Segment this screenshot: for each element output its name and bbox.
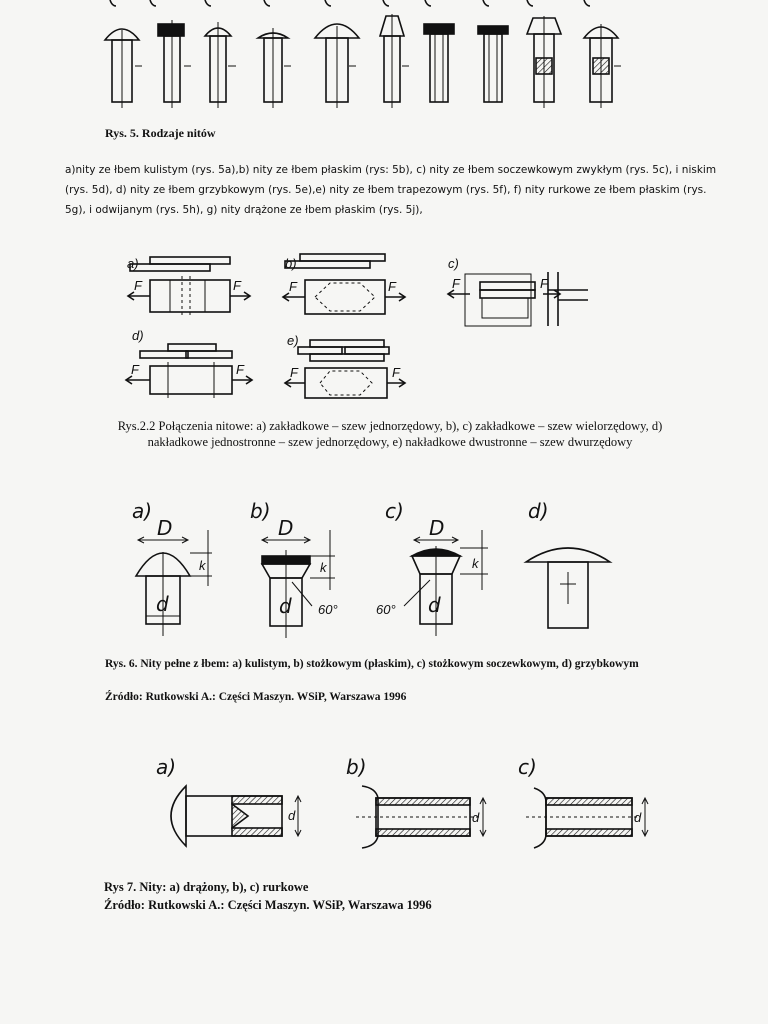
figure-6-solid-rivets <box>0 495 768 655</box>
fig22-label-c: c) <box>448 256 459 271</box>
svg-text:d: d <box>428 593 441 617</box>
svg-text:D: D <box>278 516 294 540</box>
figure-5-caption: Rys. 5. Rodzaje nitów <box>105 126 216 140</box>
fig22-label-b: b) <box>285 256 297 271</box>
svg-text:k: k <box>199 558 206 573</box>
figure-2-2-caption: Rys.2.2 Połączenia nitowe: a) zakładkowe – szew jednorzędowy, b), c) zakładkowe – szew wielorzędowy, d) nakładkowe jednostronne – szew jednorzędowy, e) nakładkowe dwustronne – szew dwurzędowy <box>117 419 663 449</box>
fig7-label-b: b) <box>346 755 367 779</box>
svg-text:D: D <box>157 516 173 540</box>
fig22-label-d: d) <box>132 328 144 343</box>
svg-text:d: d <box>472 810 480 825</box>
figure-7-caption: Rys 7. Nity: a) drążony, b), c) rurkowe <box>104 880 309 894</box>
fig7-label-c: c) <box>518 755 537 779</box>
figure-6-source: Źródło: Rutkowski A.: Części Maszyn. WSiP, Warszawa 1996 <box>105 691 407 703</box>
fig22-label-e: e) <box>287 333 299 348</box>
svg-text:d: d <box>288 808 296 823</box>
svg-text:k: k <box>320 560 327 575</box>
svg-text:F: F <box>392 365 400 380</box>
svg-text:d: d <box>156 592 169 616</box>
fig7-label-a: a) <box>156 755 177 779</box>
svg-text:F: F <box>388 279 396 294</box>
fig6-label-d: d) <box>528 499 549 523</box>
figure-2-2-riveted-joints <box>0 240 768 410</box>
fig22-label-a: a) <box>127 256 139 271</box>
svg-text:F: F <box>233 278 241 293</box>
svg-text:F: F <box>134 278 142 293</box>
svg-text:F: F <box>452 276 460 291</box>
svg-text:60°: 60° <box>376 602 396 617</box>
fig6-label-b: b) <box>250 499 271 523</box>
svg-text:k: k <box>472 556 479 571</box>
svg-text:F: F <box>236 362 244 377</box>
fig6-label-a: a) <box>132 499 153 523</box>
fig6-label-c: c) <box>385 499 404 523</box>
figure-5-description: a)nity ze łbem kulistym (rys. 5a),b) nity ze łbem płaskim (rys: 5b), c) nity ze łbem soczewkowym zwykłym (rys. 5c), i niskim (rys. 5d), d) nity ze łbem grzybkowym (rys. 5e),e) nity ze łbem trapezowym (rys. 5f), f) nity rurkowe ze łbem płaskim (rys. 5g), i odwijanym (rys. 5h), g) nity drążone ze łbem płaskim (rys. 5j), <box>65 164 717 216</box>
svg-text:d: d <box>279 594 292 618</box>
svg-text:F: F <box>289 279 297 294</box>
svg-text:F: F <box>290 365 298 380</box>
figure-5-rivet-types <box>0 0 768 120</box>
figure-7-hollow-rivets <box>0 745 768 865</box>
svg-text:D: D <box>429 516 445 540</box>
figure-6-caption: Rys. 6. Nity pełne z łbem: a) kulistym, b) stożkowym (płaskim), c) stożkowym soczewkowym, d) grzybkowym <box>105 658 639 670</box>
svg-text:60°: 60° <box>318 602 338 617</box>
svg-text:F: F <box>131 362 139 377</box>
svg-text:d: d <box>634 810 642 825</box>
svg-text:F: F <box>540 276 548 291</box>
figure-7-source: Źródło: Rutkowski A.: Części Maszyn. WSiP, Warszawa 1996 <box>104 898 432 912</box>
